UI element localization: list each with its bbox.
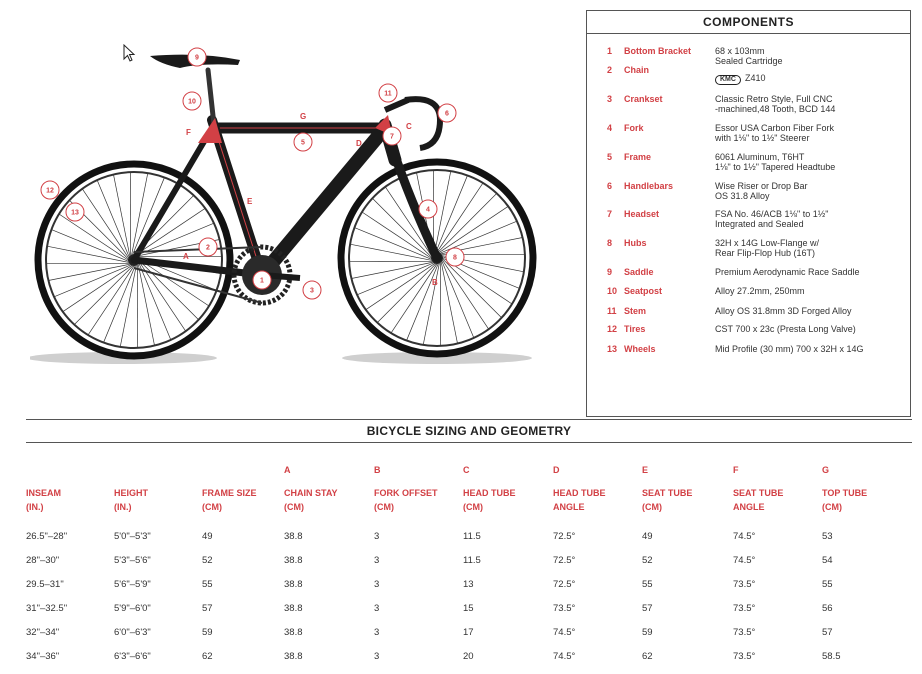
svg-text:7: 7 xyxy=(390,133,394,141)
table-cell: 38.8 xyxy=(284,579,303,590)
bike-illustration xyxy=(30,40,580,380)
component-value: Essor USA Carbon Fiber Fork with 1⅛" to 1½" Steerer xyxy=(715,123,835,143)
table-cell: 57 xyxy=(642,603,653,614)
component-name: Handlebars xyxy=(624,181,674,191)
component-number: 12 xyxy=(607,324,618,334)
component-name: Frame xyxy=(624,152,652,162)
table-cell: 3 xyxy=(374,651,380,662)
component-name: Chain xyxy=(624,65,650,75)
table-cell: 72.5° xyxy=(553,579,576,590)
divider xyxy=(26,442,912,443)
table-cell: 3 xyxy=(374,627,380,638)
column-header: SEAT TUBE ANGLE xyxy=(733,488,784,512)
component-value: 32H x 14G Low-Flange w/ Rear Flip-Flop Hub (16T) xyxy=(715,238,820,258)
table-cell: 62 xyxy=(642,651,653,662)
table-cell: 38.8 xyxy=(284,531,303,542)
component-value: 68 x 103mm Sealed Cartridge xyxy=(715,46,783,66)
geo-letter-e: E xyxy=(247,197,253,206)
callout-7 xyxy=(383,127,401,145)
component-name: Saddle xyxy=(624,267,654,277)
table-cell: 3 xyxy=(374,531,380,542)
table-cell: 74.5° xyxy=(553,651,576,662)
table-cell: 62 xyxy=(202,651,213,662)
column-header: FRAME SIZE (CM) xyxy=(202,488,257,512)
geo-letter-a: A xyxy=(183,252,189,261)
table-cell: 31"–32.5" xyxy=(26,603,68,614)
column-letter: D xyxy=(553,465,560,475)
callout-12 xyxy=(41,181,59,199)
component-name: Crankset xyxy=(624,94,663,104)
geo-letter-f: F xyxy=(186,128,191,137)
column-header: HEAD TUBE ANGLE xyxy=(553,488,606,512)
svg-text:3: 3 xyxy=(310,287,314,295)
callout-9 xyxy=(188,48,206,66)
component-value: Alloy OS 31.8mm 3D Forged Alloy xyxy=(715,306,852,316)
table-cell: 73.5° xyxy=(733,603,756,614)
callout-1 xyxy=(253,271,271,289)
table-cell: 38.8 xyxy=(284,603,303,614)
component-value: KMC Z410 xyxy=(715,73,905,85)
callout-2 xyxy=(199,238,217,256)
column-letter: E xyxy=(642,465,649,475)
column-header: TOP TUBE (CM) xyxy=(822,488,868,512)
component-number: 8 xyxy=(607,238,613,248)
component-value: Classic Retro Style, Full CNC -machined,48 Tooth, BCD 144 xyxy=(715,94,836,114)
table-cell: 74.5° xyxy=(553,627,576,638)
component-name: Fork xyxy=(624,123,644,133)
table-cell: 53 xyxy=(822,531,833,542)
svg-text:2: 2 xyxy=(206,244,210,252)
table-cell: 73.5° xyxy=(553,603,576,614)
table-cell: 52 xyxy=(642,555,653,566)
table-cell: 72.5° xyxy=(553,555,576,566)
table-cell: 6'3"–6'6" xyxy=(114,651,151,662)
kmc-logo: KMC xyxy=(715,75,741,85)
geo-letter-b: B xyxy=(432,278,438,287)
component-value: Mid Profile (30 mm) 700 x 32H x 14G xyxy=(715,344,864,354)
callout-6 xyxy=(438,104,456,122)
geo-letter-c: C xyxy=(406,122,412,131)
table-cell: 3 xyxy=(374,603,380,614)
component-name: Bottom Bracket xyxy=(624,46,692,56)
mouse-cursor-icon xyxy=(123,44,137,64)
component-value: 6061 Aluminum, T6HT 1⅛" to 1½" Tapered Headtube xyxy=(715,152,836,172)
component-number: 4 xyxy=(607,123,613,133)
component-name: Stem xyxy=(624,306,647,316)
table-cell: 3 xyxy=(374,555,380,566)
table-cell: 38.8 xyxy=(284,555,303,566)
callout-13 xyxy=(66,203,84,221)
svg-text:4: 4 xyxy=(426,206,430,214)
geometry-title: BICYCLE SIZING AND GEOMETRY xyxy=(366,424,572,438)
table-cell: 49 xyxy=(642,531,653,542)
table-cell: 58.5 xyxy=(822,651,841,662)
table-cell: 74.5° xyxy=(733,531,756,542)
table-cell: 11.5 xyxy=(463,555,481,566)
geo-letter-d: D xyxy=(356,139,362,148)
table-cell: 57 xyxy=(822,627,833,638)
component-name: Headset xyxy=(624,209,660,219)
table-cell: 57 xyxy=(202,603,213,614)
table-cell: 54 xyxy=(822,555,833,566)
table-cell: 5'3"–5'6" xyxy=(114,555,151,566)
column-letter: A xyxy=(284,465,291,475)
column-header: FORK OFFSET (CM) xyxy=(374,488,438,512)
svg-text:9: 9 xyxy=(195,54,199,62)
svg-text:12: 12 xyxy=(46,187,54,195)
svg-text:1: 1 xyxy=(260,277,264,285)
callout-10 xyxy=(183,92,201,110)
callout-8 xyxy=(446,248,464,266)
component-value: Wise Riser or Drop Bar OS 31.8 Alloy xyxy=(715,181,808,201)
table-cell: 5'9"–6'0" xyxy=(114,603,151,614)
geo-letter-g: G xyxy=(300,112,307,121)
table-cell: 38.8 xyxy=(284,627,303,638)
component-number: 1 xyxy=(607,46,613,56)
callout-3 xyxy=(303,281,321,299)
component-value: CST 700 x 23c (Presta Long Valve) xyxy=(715,324,856,334)
svg-text:8: 8 xyxy=(453,254,457,262)
svg-text:13: 13 xyxy=(71,209,79,217)
table-cell: 34"–36" xyxy=(26,651,60,662)
table-cell: 38.8 xyxy=(284,651,303,662)
table-cell: 15 xyxy=(463,603,474,614)
table-cell: 20 xyxy=(463,651,474,662)
table-cell: 73.5° xyxy=(733,579,756,590)
component-number: 9 xyxy=(607,267,613,277)
table-cell: 3 xyxy=(374,579,380,590)
table-cell: 56 xyxy=(822,603,833,614)
table-cell: 11.5 xyxy=(463,531,481,542)
column-header: SEAT TUBE (CM) xyxy=(642,488,693,512)
table-cell: 26.5"–28" xyxy=(26,531,68,542)
table-cell: 72.5° xyxy=(553,531,576,542)
table-cell: 74.5° xyxy=(733,555,756,566)
column-letter: F xyxy=(733,465,739,475)
column-letter: C xyxy=(463,465,470,475)
svg-text:11: 11 xyxy=(384,90,392,98)
component-number: 2 xyxy=(607,65,613,75)
table-cell: 5'6"–5'9" xyxy=(114,579,151,590)
table-cell: 59 xyxy=(202,627,213,638)
column-letter: G xyxy=(822,465,830,475)
column-header: CHAIN STAY (CM) xyxy=(284,488,338,512)
table-cell: 5'0"–5'3" xyxy=(114,531,151,542)
components-panel xyxy=(586,10,911,417)
column-header: INSEAM (IN.) xyxy=(26,488,62,512)
component-number: 11 xyxy=(607,306,617,316)
table-cell: 6'0"–6'3" xyxy=(114,627,151,638)
component-name: Wheels xyxy=(624,344,656,354)
column-letter: B xyxy=(374,465,381,475)
svg-text:6: 6 xyxy=(445,110,449,118)
table-cell: 32"–34" xyxy=(26,627,60,638)
column-header: HEIGHT (IN.) xyxy=(114,488,149,512)
component-name: Seatpost xyxy=(624,286,663,296)
components-title: COMPONENTS xyxy=(587,11,910,34)
callout-11 xyxy=(379,84,397,102)
table-cell: 55 xyxy=(822,579,833,590)
table-cell: 59 xyxy=(642,627,653,638)
table-cell: 13 xyxy=(463,579,474,590)
component-number: 13 xyxy=(607,344,618,354)
column-header: HEAD TUBE (CM) xyxy=(463,488,516,512)
divider xyxy=(26,419,912,420)
table-cell: 49 xyxy=(202,531,213,542)
component-number: 7 xyxy=(607,209,613,219)
table-cell: 73.5° xyxy=(733,627,756,638)
component-number: 10 xyxy=(607,286,618,296)
component-value: Premium Aerodynamic Race Saddle xyxy=(715,267,860,277)
svg-text:5: 5 xyxy=(301,139,305,147)
component-number: 5 xyxy=(607,152,613,162)
svg-text:10: 10 xyxy=(188,98,196,106)
table-cell: 55 xyxy=(202,579,213,590)
component-name: Tires xyxy=(624,324,646,334)
table-cell: 29.5–31" xyxy=(26,579,64,590)
table-cell: 17 xyxy=(463,627,474,638)
component-name: Hubs xyxy=(624,238,647,248)
table-cell: 55 xyxy=(642,579,653,590)
component-value: Alloy 27.2mm, 250mm xyxy=(715,286,805,296)
callout-5 xyxy=(294,133,312,151)
callout-4 xyxy=(419,200,437,218)
table-cell: 28"–30" xyxy=(26,555,60,566)
component-number: 6 xyxy=(607,181,613,191)
component-number: 3 xyxy=(607,94,613,104)
table-cell: 73.5° xyxy=(733,651,756,662)
table-cell: 52 xyxy=(202,555,213,566)
component-value: FSA No. 46/ACB 1⅛" to 1½" Integrated and Sealed xyxy=(715,209,829,229)
